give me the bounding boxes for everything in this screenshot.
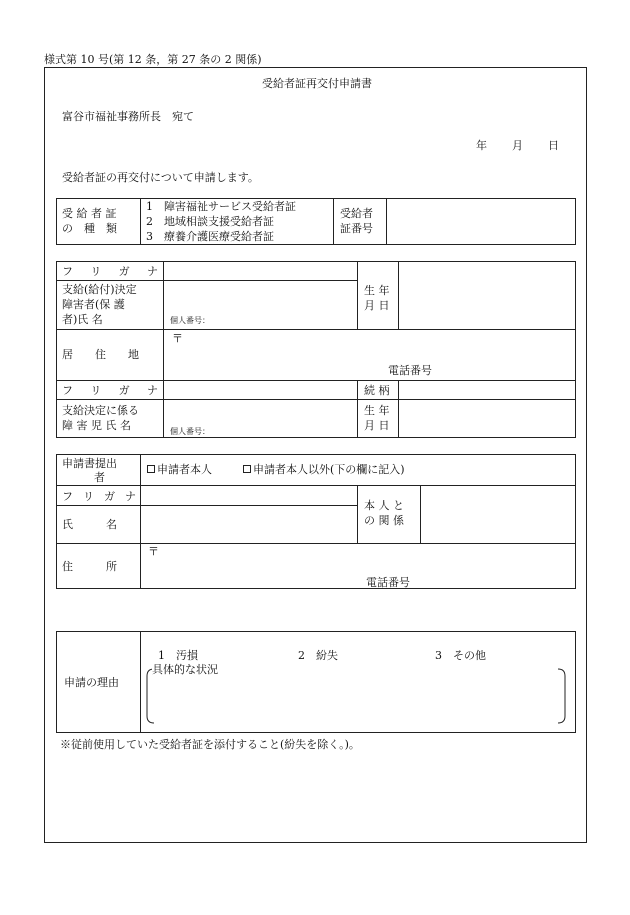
- addressee: 富谷市福祉事務所長 宛て: [62, 110, 194, 123]
- child-dob-label-2: 月 日: [364, 419, 390, 432]
- submitter-label-2: 者: [94, 471, 105, 484]
- child-dob-label-1: 生 年: [364, 404, 390, 417]
- applicant-label-1: 支給(給付)決定: [62, 283, 137, 296]
- residence-label: 居 住 地: [62, 348, 139, 361]
- date-month: 月: [512, 139, 523, 152]
- residence-phone-label: 電話番号: [388, 364, 432, 377]
- certificate-type-option-1: 1 障害福祉サービス受給者証: [146, 200, 296, 213]
- certificate-type-option-3: 3 療養介護医療受給者証: [146, 230, 274, 243]
- submitter-address-field[interactable]: [158, 545, 572, 573]
- attachment-note: ※従前使用していた受給者証を添付すること(紛失を除く。)。: [60, 738, 360, 751]
- submitter-name-label: 氏 名: [62, 518, 117, 531]
- relationship-field[interactable]: [400, 382, 574, 398]
- reason-details-field[interactable]: [146, 663, 566, 724]
- child-name-field[interactable]: [165, 401, 355, 425]
- residence-field[interactable]: [180, 332, 572, 360]
- furigana-field[interactable]: [165, 263, 355, 279]
- form-title: 受給者証再交付申請書: [262, 77, 372, 90]
- child-furigana-label: フ リ ガ ナ: [62, 384, 158, 397]
- submitter-name-field[interactable]: [142, 507, 355, 541]
- submitter-label-1: 申請書提出: [62, 457, 117, 470]
- date-day: 日: [548, 139, 559, 152]
- child-dob-field[interactable]: [400, 401, 574, 436]
- child-personal-number-label: 個人番号：: [170, 427, 210, 436]
- submitter-phone-label: 電話番号: [366, 576, 410, 589]
- child-label-1: 支給決定に係る: [62, 404, 139, 417]
- certificate-number-label-2: 証番号: [340, 222, 373, 235]
- submitter-self-checkbox[interactable]: [147, 465, 155, 473]
- relationship-label: 続 柄: [364, 384, 390, 397]
- certificate-type-label-2: の 種 類: [62, 222, 117, 235]
- statement: 受給者証の再交付について申請します。: [62, 171, 259, 184]
- submitter-address-label: 住 所: [62, 560, 117, 573]
- certificate-number-field[interactable]: [388, 200, 574, 243]
- child-furigana-field[interactable]: [165, 382, 355, 398]
- dob-field[interactable]: [400, 263, 574, 327]
- submitter-other-checkbox[interactable]: [243, 465, 251, 473]
- submitter-furigana-label: フ リ ガ ナ: [62, 490, 136, 503]
- submitter-option-self[interactable]: 申請者本人: [147, 463, 212, 476]
- certificate-number-label-1: 受給者: [340, 207, 373, 220]
- reason-option-2[interactable]: 2 紛失: [298, 649, 338, 662]
- certificate-type-label-1: 受 給 者 証: [62, 207, 117, 220]
- reason-option-3[interactable]: 3 その他: [435, 649, 486, 662]
- applicant-label-3: 者)氏 名: [62, 313, 103, 326]
- reason-option-1[interactable]: 1 汚損: [158, 649, 198, 662]
- reason-details-label: 具体的な状況: [152, 663, 218, 676]
- submitter-option-other[interactable]: 申請者本人以外(下の欄に記入): [243, 463, 405, 476]
- submitter-relation-label-2: の 関 係: [364, 514, 404, 527]
- date-year: 年: [476, 139, 487, 152]
- furigana-label: フ リ ガ ナ: [62, 265, 158, 278]
- dob-label-2: 月 日: [364, 299, 390, 312]
- form-number: 様式第 10 号(第 12 条，第 27 条の 2 関係): [44, 53, 262, 66]
- child-label-2: 障 害 児 氏 名: [62, 419, 131, 432]
- applicant-name-field[interactable]: [165, 282, 355, 312]
- dob-label-1: 生 年: [364, 284, 390, 297]
- personal-number-label: 個人番号：: [170, 316, 210, 325]
- submitter-relation-label-1: 本 人 と: [364, 499, 404, 512]
- certificate-type-option-2: 2 地域相談支援受給者証: [146, 215, 274, 228]
- submitter-furigana-field[interactable]: [142, 487, 355, 503]
- submitter-postal-mark: 〒: [148, 545, 159, 558]
- submitter-relation-field[interactable]: [422, 487, 574, 541]
- residence-postal-mark: 〒: [172, 332, 183, 345]
- reason-label: 申請の理由: [64, 676, 119, 689]
- applicant-label-2: 障害者(保 護: [62, 298, 125, 311]
